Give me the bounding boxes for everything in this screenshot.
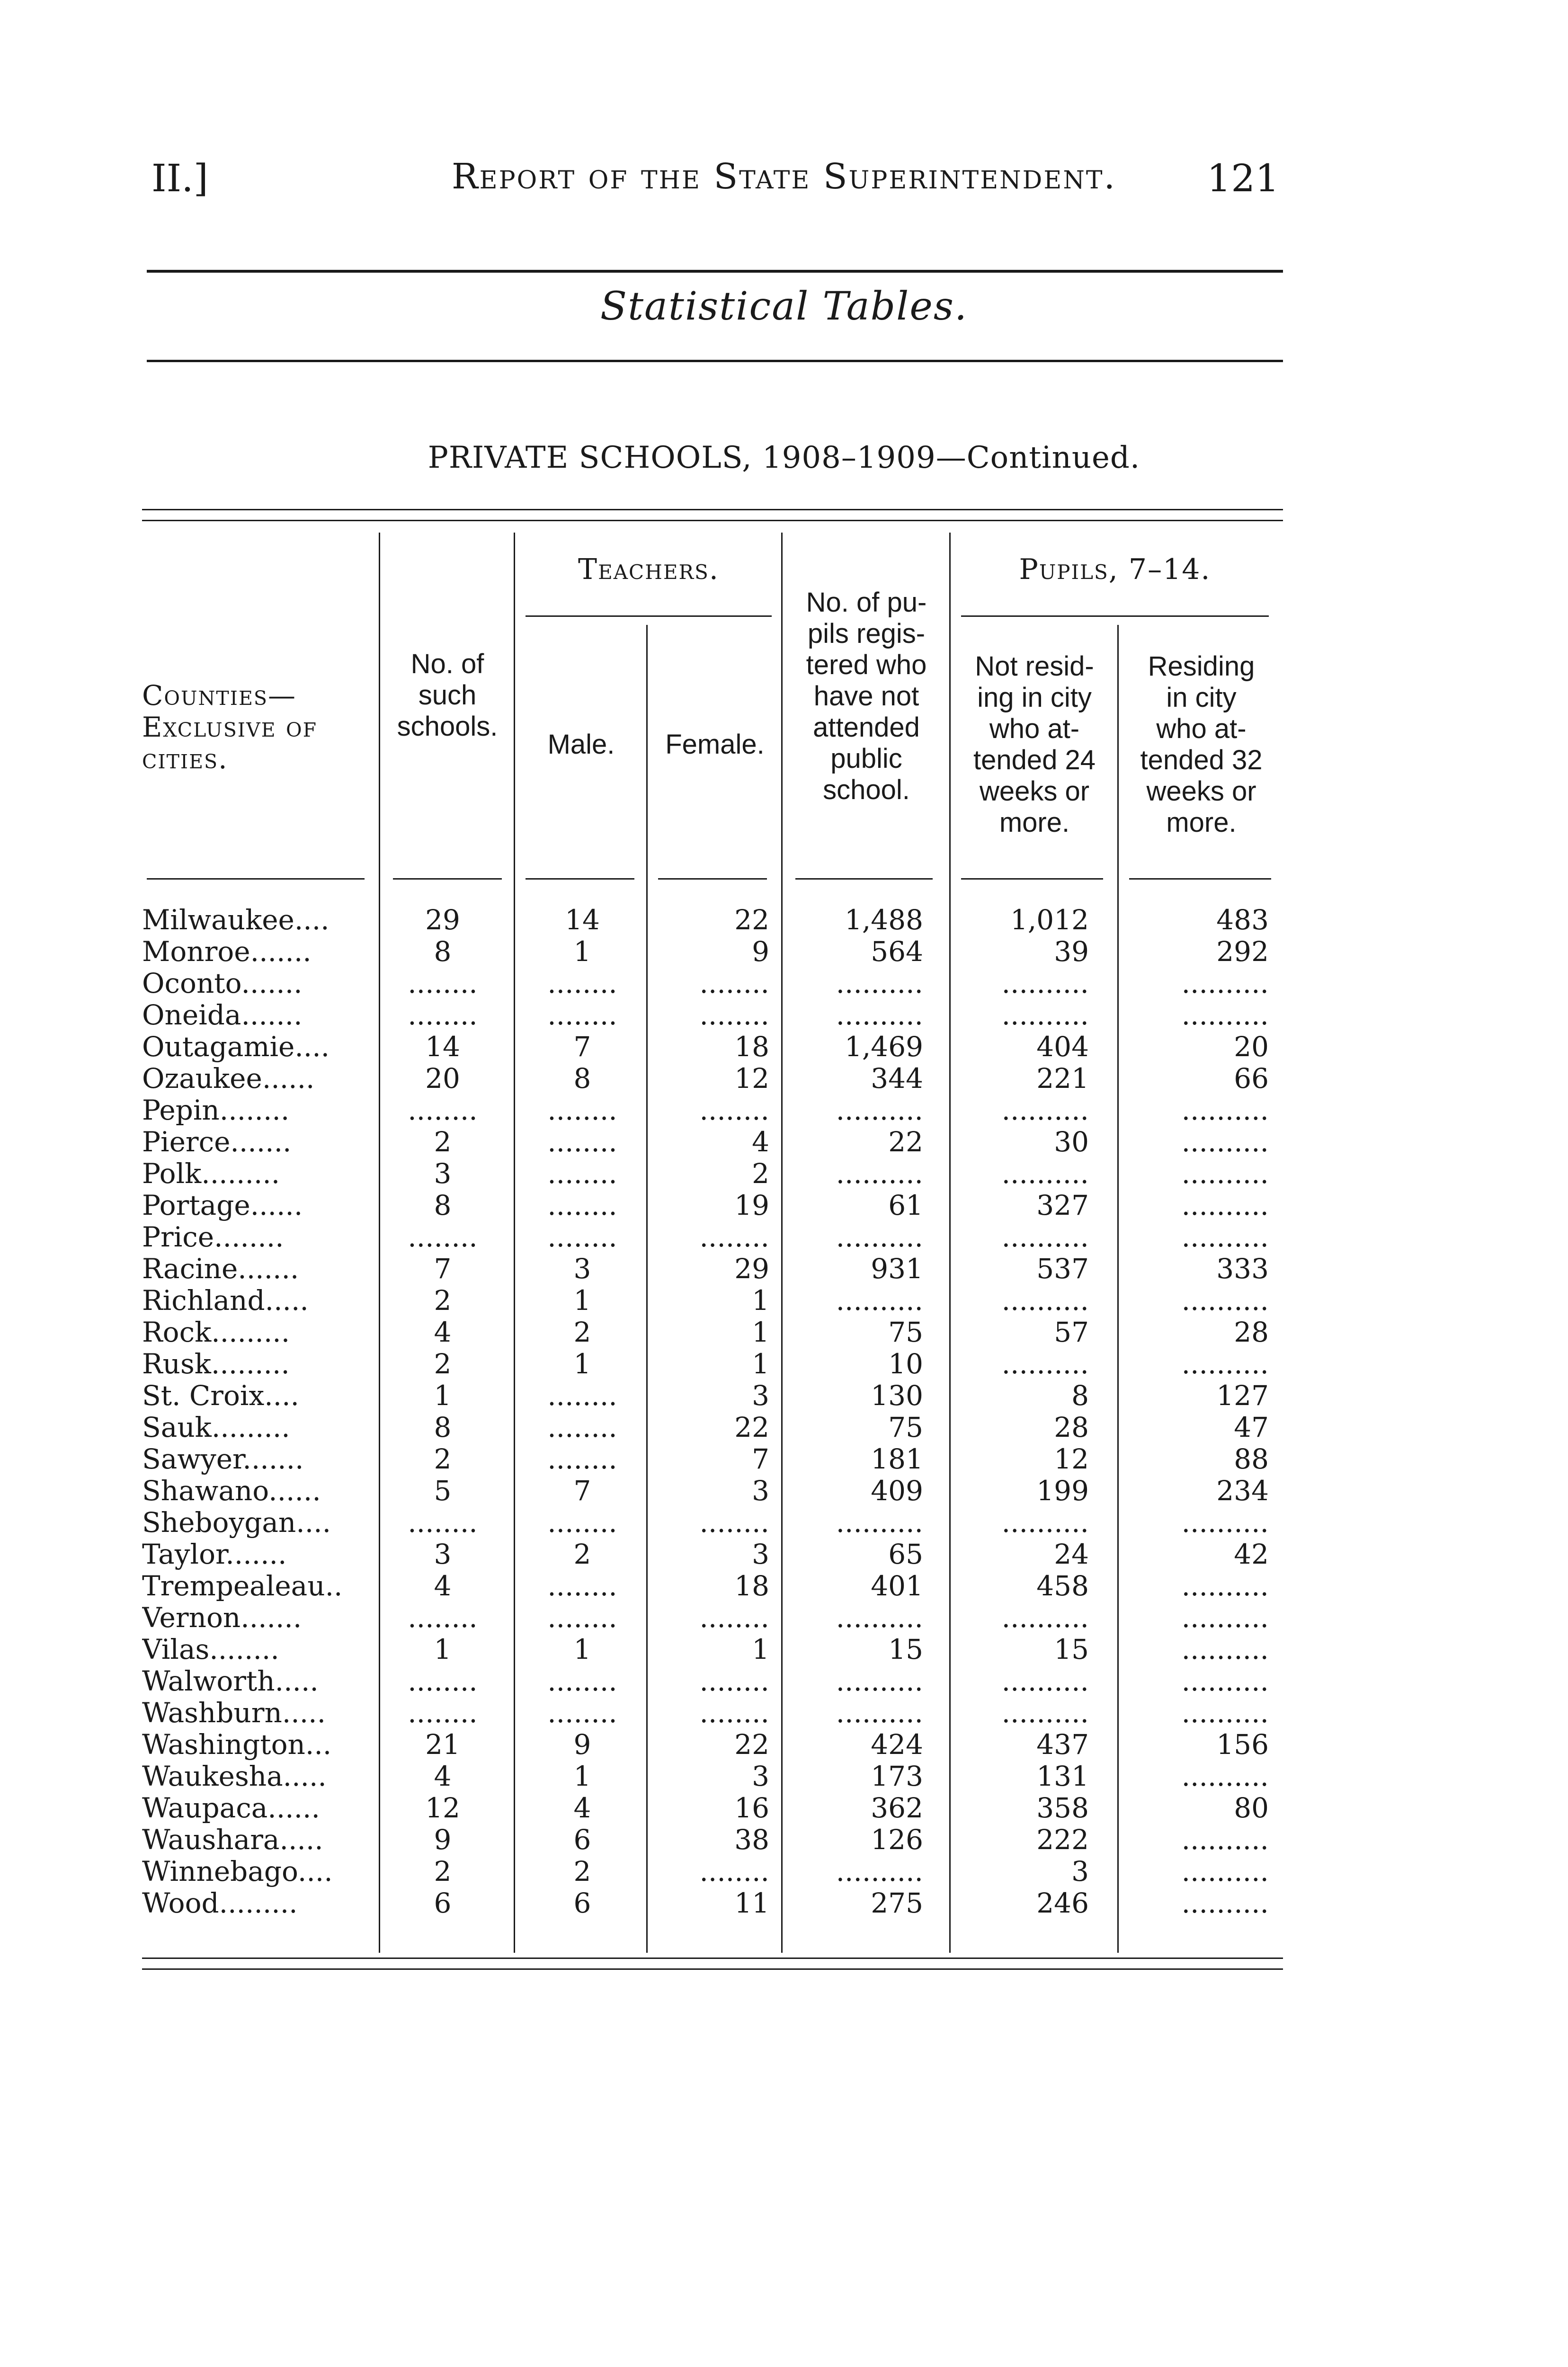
part-number: II.] [151, 156, 208, 200]
county-name: Racine....... [142, 1253, 299, 1285]
schools-count: 4 [434, 1317, 452, 1348]
schools-count: 20 [425, 1063, 460, 1095]
male-teachers: 1 [573, 1761, 591, 1792]
female-teachers: ........ [699, 1602, 769, 1634]
male-teachers: 2 [573, 1856, 591, 1887]
pupils-residing: .......... [1181, 1697, 1269, 1729]
pupils-residing: 127 [1216, 1380, 1269, 1412]
schools-count: ........ [408, 968, 478, 999]
county-name: Portage...... [142, 1190, 303, 1221]
female-teachers: ........ [699, 968, 769, 999]
header-rule [1129, 878, 1271, 880]
table-row [0, 1380, 1568, 1412]
table-title: PRIVATE SCHOOLS, 1908–1909—Continued. [428, 440, 1140, 475]
county-name: St. Croix.... [142, 1380, 299, 1412]
pupils-not-attended: .......... [836, 1697, 923, 1729]
pupils-not-residing: .......... [1001, 968, 1089, 999]
county-name: Rock......... [142, 1317, 290, 1348]
pupils-residing: 20 [1234, 1031, 1269, 1063]
pupils-not-residing: .......... [1001, 1348, 1089, 1380]
female-teachers: ........ [699, 1856, 769, 1887]
county-name: Monroe....... [142, 936, 312, 968]
pupils-not-residing: .......... [1001, 1665, 1089, 1697]
county-name: Washburn..... [142, 1697, 326, 1729]
pupils-not-attended: 931 [871, 1253, 923, 1285]
pupils-not-residing: 222 [1036, 1824, 1089, 1856]
female-teachers: ........ [699, 1221, 769, 1253]
pupils-not-attended: .......... [836, 1221, 923, 1253]
pupils-not-attended: 1,469 [844, 1031, 923, 1063]
table-row [0, 904, 1568, 936]
schools-count: 4 [434, 1570, 452, 1602]
table-row [0, 1221, 1568, 1253]
pupils-not-attended: 409 [871, 1475, 923, 1507]
schools-count: 8 [434, 1190, 452, 1221]
pupils-not-attended: 22 [888, 1126, 923, 1158]
county-name: Rusk......... [142, 1348, 290, 1380]
male-teachers: 6 [573, 1887, 591, 1919]
pupils-residing: .......... [1181, 1190, 1269, 1221]
female-teachers: 12 [734, 1063, 769, 1095]
pupils-not-attended: 10 [888, 1348, 923, 1380]
table-row [0, 1824, 1568, 1856]
pupils-not-attended: 65 [888, 1539, 923, 1570]
pupils-not-residing: .......... [1001, 1221, 1089, 1253]
male-teachers: 7 [573, 1031, 591, 1063]
table-row [0, 1792, 1568, 1824]
female-teachers: 19 [734, 1190, 769, 1221]
pupils-residing: .......... [1181, 1856, 1269, 1887]
schools-count: 1 [434, 1380, 452, 1412]
female-teachers: ........ [699, 1697, 769, 1729]
county-name: Oneida....... [142, 999, 303, 1031]
subtitle-rule [147, 360, 1283, 362]
table-row [0, 1602, 1568, 1634]
male-teachers: 7 [573, 1475, 591, 1507]
pupils-not-attended: 75 [888, 1317, 923, 1348]
pupils-residing: .......... [1181, 1348, 1269, 1380]
table-row [0, 1887, 1568, 1919]
county-name: Waushara..... [142, 1824, 323, 1856]
pupils-residing: .......... [1181, 1665, 1269, 1697]
pupils-not-residing: 404 [1036, 1031, 1089, 1063]
header-rule [795, 878, 933, 880]
pupils-residing: 47 [1234, 1412, 1269, 1443]
female-teachers: 3 [752, 1539, 769, 1570]
pupils-residing: .......... [1181, 1602, 1269, 1634]
female-teachers: 4 [752, 1126, 769, 1158]
male-teachers: 4 [573, 1792, 591, 1824]
county-name: Taylor....... [142, 1539, 287, 1570]
county-name: Sawyer....... [142, 1443, 304, 1475]
male-teachers: ........ [547, 1697, 617, 1729]
table-row [0, 1095, 1568, 1126]
page-number: 121 [1207, 156, 1279, 200]
pupils-not-attended: .......... [836, 1158, 923, 1190]
schools-count: 4 [434, 1761, 452, 1792]
male-teachers: 1 [573, 1285, 591, 1317]
female-teachers: 18 [734, 1570, 769, 1602]
header-not-attended: No. of pu- pils regis- tered who have not attended public school. [806, 587, 927, 805]
pupils-not-attended: 61 [888, 1190, 923, 1221]
female-teachers: 9 [752, 936, 769, 968]
female-teachers: 2 [752, 1158, 769, 1190]
pupils-not-attended: 181 [871, 1443, 923, 1475]
female-teachers: 1 [752, 1348, 769, 1380]
pupils-not-attended: 15 [888, 1634, 923, 1665]
county-name: Sauk......... [142, 1412, 290, 1443]
pupils-residing: .......... [1181, 1634, 1269, 1665]
schools-count: 14 [425, 1031, 460, 1063]
pupils-not-residing: 537 [1036, 1253, 1089, 1285]
pupils-residing: .......... [1181, 999, 1269, 1031]
header-not-residing: Not resid- ing in city who at- tended 24 weeks or more. [973, 651, 1096, 838]
schools-count: 8 [434, 936, 452, 968]
pupils-not-attended: .......... [836, 1856, 923, 1887]
header-female: Female. [665, 729, 765, 760]
pupils-not-attended: .......... [836, 1095, 923, 1126]
pupils-not-residing: 39 [1054, 936, 1089, 968]
county-name: Milwaukee.... [142, 904, 330, 936]
top-rule [147, 270, 1283, 273]
female-teachers: 1 [752, 1634, 769, 1665]
county-name: Pierce....... [142, 1126, 292, 1158]
county-name: Oconto....... [142, 968, 303, 999]
schools-count: 6 [434, 1887, 452, 1919]
female-teachers: ........ [699, 1095, 769, 1126]
pupils-not-attended: .......... [836, 999, 923, 1031]
header-rule [526, 878, 634, 880]
pupils-residing: 234 [1216, 1475, 1269, 1507]
pupils-not-attended: 126 [871, 1824, 923, 1856]
male-teachers: 1 [573, 1348, 591, 1380]
schools-count: ........ [408, 1697, 478, 1729]
county-name: Vilas........ [142, 1634, 279, 1665]
table-row [0, 1031, 1568, 1063]
table-row [0, 1539, 1568, 1570]
schools-count: ........ [408, 1602, 478, 1634]
table-row [0, 1063, 1568, 1095]
table-row [0, 1665, 1568, 1697]
female-teachers: 3 [752, 1380, 769, 1412]
pupils-not-attended: 424 [871, 1729, 923, 1761]
table-row [0, 1317, 1568, 1348]
pupils-group-rule [961, 615, 1269, 617]
pupils-not-attended: 130 [871, 1380, 923, 1412]
pupils-not-residing: 199 [1036, 1475, 1089, 1507]
header-rule [961, 878, 1103, 880]
county-name: Pepin........ [142, 1095, 290, 1126]
header-teachers: Teachers. [578, 553, 719, 586]
schools-count: 8 [434, 1412, 452, 1443]
pupils-residing: .......... [1181, 1126, 1269, 1158]
pupils-not-attended: 564 [871, 936, 923, 968]
schools-count: ........ [408, 1507, 478, 1539]
schools-count: ........ [408, 1095, 478, 1126]
pupils-not-residing: 30 [1054, 1126, 1089, 1158]
pupils-residing: .......... [1181, 1221, 1269, 1253]
pupils-residing: .......... [1181, 1158, 1269, 1190]
pupils-not-attended: 362 [871, 1792, 923, 1824]
schools-count: 2 [434, 1443, 452, 1475]
male-teachers: 3 [573, 1253, 591, 1285]
table-top-rule [142, 509, 1283, 510]
section-subtitle: Statistical Tables. [600, 284, 968, 329]
female-teachers: ........ [699, 1665, 769, 1697]
schools-count: 9 [434, 1824, 452, 1856]
pupils-residing: 292 [1216, 936, 1269, 968]
pupils-not-residing: 131 [1036, 1761, 1089, 1792]
pupils-not-residing: .......... [1001, 1507, 1089, 1539]
pupils-not-attended: 344 [871, 1063, 923, 1095]
header-pupils: Pupils, 7–14. [1019, 553, 1211, 586]
table-row [0, 1412, 1568, 1443]
pupils-not-residing: .......... [1001, 1602, 1089, 1634]
pupils-not-residing: 458 [1036, 1570, 1089, 1602]
pupils-not-residing: 221 [1036, 1063, 1089, 1095]
pupils-not-residing: 1,012 [1010, 904, 1089, 936]
table-row [0, 1570, 1568, 1602]
pupils-residing: 88 [1234, 1443, 1269, 1475]
table-row [0, 1761, 1568, 1792]
schools-count: 29 [425, 904, 460, 936]
pupils-not-residing: 358 [1036, 1792, 1089, 1824]
county-name: Polk......... [142, 1158, 280, 1190]
male-teachers: 8 [573, 1063, 591, 1095]
schools-count: 5 [434, 1475, 452, 1507]
male-teachers: 14 [565, 904, 600, 936]
pupils-not-residing: 28 [1054, 1412, 1089, 1443]
female-teachers: 22 [734, 904, 769, 936]
female-teachers: ........ [699, 999, 769, 1031]
male-teachers: 9 [573, 1729, 591, 1761]
schools-count: ........ [408, 999, 478, 1031]
table-row [0, 1158, 1568, 1190]
male-teachers: 1 [573, 936, 591, 968]
female-teachers: 22 [734, 1412, 769, 1443]
pupils-not-residing: 15 [1054, 1634, 1089, 1665]
pupils-residing: .......... [1181, 1507, 1269, 1539]
pupils-residing: .......... [1181, 1285, 1269, 1317]
schools-count: 2 [434, 1348, 452, 1380]
male-teachers: ........ [547, 1412, 617, 1443]
table-row [0, 1443, 1568, 1475]
male-teachers: ........ [547, 1095, 617, 1126]
pupils-not-residing: 327 [1036, 1190, 1089, 1221]
pupils-not-attended: .......... [836, 1285, 923, 1317]
female-teachers: 29 [734, 1253, 769, 1285]
county-name: Shawano...... [142, 1475, 321, 1507]
report-title: Report of the State Superintendent. [451, 156, 1117, 197]
female-teachers: 1 [752, 1285, 769, 1317]
male-teachers: ........ [547, 1190, 617, 1221]
pupils-not-residing: .......... [1001, 1095, 1089, 1126]
pupils-not-residing: 3 [1071, 1856, 1089, 1887]
male-teachers: ........ [547, 999, 617, 1031]
teachers-group-rule [526, 615, 772, 617]
pupils-residing: 80 [1234, 1792, 1269, 1824]
pupils-not-attended: .......... [836, 1507, 923, 1539]
female-teachers: ........ [699, 1507, 769, 1539]
header-counties: Counties— Exclusive of cities. [142, 679, 318, 775]
header-male: Male. [547, 729, 615, 760]
schools-count: 1 [434, 1634, 452, 1665]
male-teachers: ........ [547, 1443, 617, 1475]
pupils-not-attended: .......... [836, 1602, 923, 1634]
female-teachers: 22 [734, 1729, 769, 1761]
table-row [0, 1285, 1568, 1317]
schools-count: 2 [434, 1285, 452, 1317]
pupils-not-attended: 1,488 [844, 904, 923, 936]
header-rule [658, 878, 767, 880]
header-residing: Residing in city who at- tended 32 weeks or more. [1140, 651, 1263, 838]
schools-count: 7 [434, 1253, 452, 1285]
pupils-residing: .......... [1181, 968, 1269, 999]
male-teachers: ........ [547, 1380, 617, 1412]
header-rule [147, 878, 365, 880]
schools-count: 3 [434, 1539, 452, 1570]
pupils-not-attended: .......... [836, 1665, 923, 1697]
male-teachers: ........ [547, 1507, 617, 1539]
pupils-not-attended: 173 [871, 1761, 923, 1792]
male-teachers: ........ [547, 1570, 617, 1602]
county-name: Washington... [142, 1729, 332, 1761]
table-row [0, 1190, 1568, 1221]
pupils-residing: 28 [1234, 1317, 1269, 1348]
male-teachers: 2 [573, 1539, 591, 1570]
male-teachers: ........ [547, 1158, 617, 1190]
female-teachers: 16 [734, 1792, 769, 1824]
pupils-not-residing: 57 [1054, 1317, 1089, 1348]
male-teachers: ........ [547, 1221, 617, 1253]
pupils-residing: 42 [1234, 1539, 1269, 1570]
county-name: Outagamie.... [142, 1031, 330, 1063]
schools-count: 21 [425, 1729, 460, 1761]
table-bottom-rule [142, 1958, 1283, 1959]
county-name: Wood......... [142, 1887, 298, 1919]
county-name: Ozaukee...... [142, 1063, 315, 1095]
pupils-not-residing: .......... [1001, 1158, 1089, 1190]
pupils-not-attended: 401 [871, 1570, 923, 1602]
schools-count: 2 [434, 1856, 452, 1887]
pupils-residing: .......... [1181, 1761, 1269, 1792]
female-teachers: 11 [734, 1887, 769, 1919]
pupils-not-residing: 8 [1071, 1380, 1089, 1412]
pupils-residing: 66 [1234, 1063, 1269, 1095]
male-teachers: 1 [573, 1634, 591, 1665]
schools-count: 12 [425, 1792, 460, 1824]
schools-count: 2 [434, 1126, 452, 1158]
pupils-not-attended: 75 [888, 1412, 923, 1443]
pupils-residing: 483 [1216, 904, 1269, 936]
male-teachers: 6 [573, 1824, 591, 1856]
schools-count: ........ [408, 1221, 478, 1253]
table-row [0, 968, 1568, 999]
female-teachers: 18 [734, 1031, 769, 1063]
male-teachers: 2 [573, 1317, 591, 1348]
pupils-not-residing: .......... [1001, 1285, 1089, 1317]
running-head [0, 156, 1568, 199]
table-row [0, 1507, 1568, 1539]
county-name: Walworth..... [142, 1665, 319, 1697]
county-name: Waukesha..... [142, 1761, 327, 1792]
pupils-not-residing: 437 [1036, 1729, 1089, 1761]
county-name: Richland..... [142, 1285, 309, 1317]
table-row [0, 1253, 1568, 1285]
pupils-residing: .......... [1181, 1570, 1269, 1602]
county-name: Winnebago.... [142, 1856, 333, 1887]
male-teachers: ........ [547, 1665, 617, 1697]
table-row [0, 1634, 1568, 1665]
schools-count: ........ [408, 1665, 478, 1697]
female-teachers: 38 [734, 1824, 769, 1856]
pupils-not-residing: .......... [1001, 1697, 1089, 1729]
male-teachers: ........ [547, 1126, 617, 1158]
pupils-not-residing: .......... [1001, 999, 1089, 1031]
table-bottom-rule-2 [142, 1968, 1283, 1970]
table-body [0, 904, 1568, 1919]
schools-count: 3 [434, 1158, 452, 1190]
female-teachers: 1 [752, 1317, 769, 1348]
table-top-rule-2 [142, 520, 1283, 521]
header-schools: No. of such schools. [397, 649, 498, 742]
female-teachers: 7 [752, 1443, 769, 1475]
table-row [0, 1126, 1568, 1158]
female-teachers: 3 [752, 1475, 769, 1507]
pupils-not-residing: 12 [1054, 1443, 1089, 1475]
pupils-not-residing: 246 [1036, 1887, 1089, 1919]
table-row [0, 1475, 1568, 1507]
table-row [0, 999, 1568, 1031]
county-name: Sheboygan.... [142, 1507, 331, 1539]
male-teachers: ........ [547, 1602, 617, 1634]
female-teachers: 3 [752, 1761, 769, 1792]
county-name: Waupaca...... [142, 1792, 320, 1824]
table-row [0, 1729, 1568, 1761]
pupils-residing: .......... [1181, 1824, 1269, 1856]
table-row [0, 1697, 1568, 1729]
table-row [0, 1348, 1568, 1380]
table-row [0, 936, 1568, 968]
pupils-residing: 333 [1216, 1253, 1269, 1285]
county-name: Trempealeau.. [142, 1570, 343, 1602]
pupils-not-attended: .......... [836, 968, 923, 999]
pupils-residing: .......... [1181, 1887, 1269, 1919]
male-teachers: ........ [547, 968, 617, 999]
pupils-residing: .......... [1181, 1095, 1269, 1126]
county-name: Vernon....... [142, 1602, 302, 1634]
header-rule [393, 878, 502, 880]
pupils-residing: 156 [1216, 1729, 1269, 1761]
pupils-not-residing: 24 [1054, 1539, 1089, 1570]
county-name: Price........ [142, 1221, 284, 1253]
table-row [0, 1856, 1568, 1887]
pupils-not-attended: 275 [871, 1887, 923, 1919]
